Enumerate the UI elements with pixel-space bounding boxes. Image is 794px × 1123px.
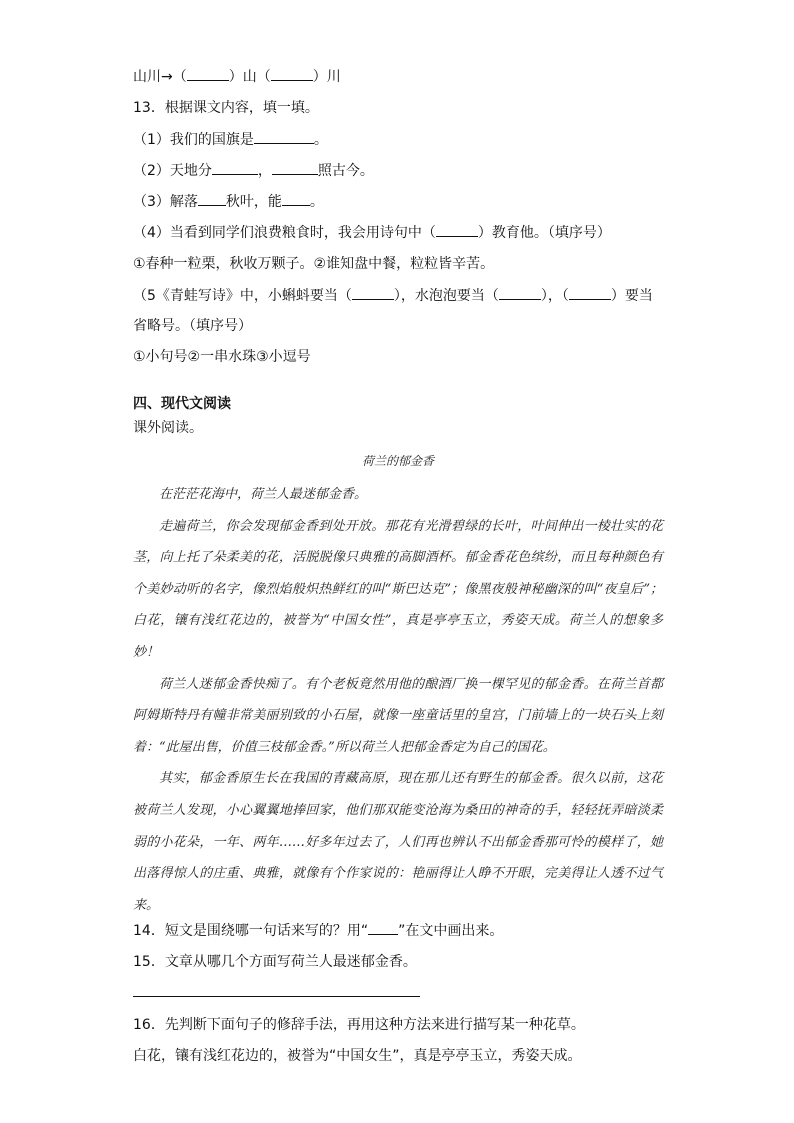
answer-line[interactable]: [133, 996, 420, 997]
underline-sample: [368, 920, 398, 935]
section-subheading: 课外阅读。: [133, 420, 203, 436]
q13-item-3: [133, 191, 324, 212]
q13-item-5-options: ①小句号②一串水珠③小逗号: [133, 349, 311, 365]
answer-blank[interactable]: [198, 191, 226, 206]
answer-blank[interactable]: [352, 285, 394, 300]
q13-item-2-mid: ，: [257, 163, 272, 179]
passage-paragraph: 荷兰人迷郁金香快痴了。有个老板竟然用他的酿酒厂换一棵罕见的郁金香。在荷兰首都阿姆斯特丹有幢非常美丽别致的小石屋，就像一座童话里的皇宫，门前墙上的一块石头上刻着：“此屋出售，价值三枝郁金香。”所以荷兰人把郁金香定为自己的国花。: [133, 676, 663, 755]
answer-blank[interactable]: [282, 191, 310, 206]
q13-item-3-text: （3）解落: [133, 194, 198, 210]
q15: 15．文章从哪几个方面写荷兰人最迷郁金香。: [133, 954, 417, 970]
q16-title: 16．先判断下面句子的修辞手法，再用这种方法来进行描写某一种花草。: [133, 1017, 585, 1033]
q13-item-4-text: （4）当看到同学们浪费粮食时，我会用诗句中（: [133, 225, 436, 241]
passage-paragraph: 走遍荷兰，你会发现郁金香到处开放。那花有光滑碧绿的长叶，叶间伸出一棱壮实的花茎，向上托了朵柔美的花，活脱脱像只典雅的高脚酒杯。郁金香花色缤纷，而且每种颜色有个美妙动听的名字，像烈焰般炽热鲜红的叫“斯巴达克”；像黑夜般神秘幽深的叫“夜皇后”；白花，镶有浅红花边的，被誉为“中国女性”，真是亭亭玉立，秀姿天成。荷兰人的想象多妙！: [133, 518, 663, 660]
q13-item-3-mid: 秋叶，能: [225, 194, 282, 210]
q13-item-4: [133, 222, 611, 243]
q13-item-5-text: （5《青蛙写诗》中，小蝌蚪要当（: [133, 288, 352, 304]
q12-tail-line: [133, 66, 341, 87]
q13-item-4-options: ①春种一粒栗，秋收万颗子。②谁知盘中餐，粒粒皆辛苦。: [133, 256, 495, 272]
q13-item-2-end: 照古今。: [317, 163, 374, 179]
q12-suffix: ）川: [312, 69, 341, 85]
answer-blank[interactable]: [254, 129, 314, 144]
q13-item-4-end: ）教育他。（填序号）: [477, 225, 611, 241]
q13-item-5-mid: ），水泡泡要当（: [393, 288, 499, 304]
q13-item-2-text: （2）天地分: [133, 163, 212, 179]
answer-blank[interactable]: [187, 66, 229, 81]
section-heading: 四、现代文阅读: [133, 396, 231, 412]
answer-blank[interactable]: [569, 285, 611, 300]
q14: [133, 920, 503, 941]
answer-blank[interactable]: [212, 160, 258, 175]
q13-item-1: [133, 129, 328, 150]
q13-item-5-end: ）要当: [610, 288, 653, 304]
answer-blank[interactable]: [499, 285, 541, 300]
passage-paragraph: 在茫茫花海中，荷兰人最迷郁金香。: [159, 487, 368, 502]
q12-prefix: 山川→（: [133, 69, 187, 85]
reading-passage: [133, 479, 663, 921]
q12-mid: ）山（: [228, 69, 271, 85]
q13-item-5: [133, 285, 653, 306]
q14-text: 14．短文是围绕哪一句话来写的？用“: [133, 923, 369, 939]
q13-item-5-mid2: ），（: [540, 288, 569, 304]
q13-item-1-text: （1）我们的国旗是: [133, 132, 254, 148]
passage-title: 荷兰的郁金香: [361, 454, 434, 468]
answer-blank[interactable]: [436, 222, 478, 237]
answer-blank[interactable]: [271, 66, 313, 81]
q13-item-2: [133, 160, 374, 181]
q14-end: ”在文中画出来。: [398, 923, 504, 939]
q13-item-5-continued: 省略号。（填序号）: [133, 318, 252, 334]
q13-title: 13．根据课文内容，填一填。: [133, 100, 319, 116]
q13-item-1-end: 。: [313, 132, 328, 148]
q16-sentence: 白花，镶有浅红花边的，被誉为“中国女生”，真是亭亭玉立，秀姿天成。: [133, 1048, 582, 1064]
passage-paragraph: 其实，郁金香原生长在我国的青藏高原，现在那儿还有野生的郁金香。很久以前，这花被荷兰人发现，小心翼翼地捧回家，他们那双能变沧海为桑田的神奇的手，轻轻抚弄暗淡柔弱的小花朵，一年、两年……好多年过去了，人们再也辨认不出郁金香那可怜的模样了，她出落得惊人的庄重、典雅，就像有个作家说的：艳丽得让人睁不开眼，完美得让人透不过气来。: [133, 771, 663, 913]
q13-item-3-end: 。: [309, 194, 324, 210]
answer-blank[interactable]: [272, 160, 318, 175]
